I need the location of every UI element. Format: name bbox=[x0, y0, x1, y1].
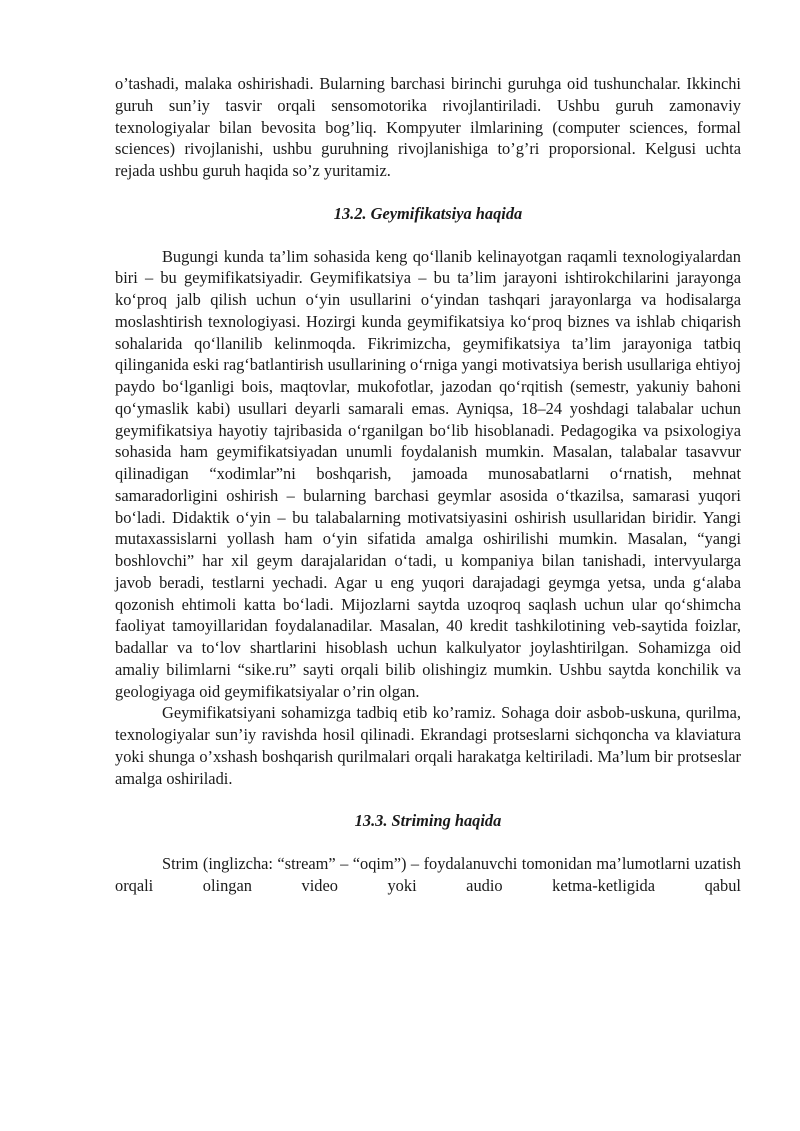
spacer bbox=[115, 182, 741, 203]
spacer bbox=[115, 225, 741, 246]
paragraph-striming: Strim (inglizcha: “stream” – “oqim”) – foydalanuvchi tomonidan ma’lumotlarni uzatish orqali olingan video yoki audio ketma-ketligida qabul bbox=[115, 854, 741, 895]
paragraph-intro: o’tashadi, malaka oshirishadi. Bularning barchasi birinchi guruhga oid tushunchalar. Ikkinchi guruh sun’iy tasvir orqali sensomotorika rivojlantiriladi. Ushbu guruh zamonaviy texnologiyalar bilan bevosita bog’liq. Kompyuter ilmlarining (computer sciences, formal sciences) rivojlanishi, ushbu guruhning rivojlanishiga to’g’ri proporsional. Kelgusi uchta rejada ushbu guruh haqida so’z yuritamiz. bbox=[115, 74, 741, 180]
spacer bbox=[115, 789, 741, 810]
paragraph-geymifikatsiya: Bugungi kunda ta’lim sohasida keng qo‘llanib kelinayotgan raqamli texnologiyalardan biri – bu geymifikatsiyadir. Geymifikatsiya – bu ta’lim jarayoni ishtirokchilarini jarayonga ko‘proq jalb qilish uchun o‘yin usullarini o‘yindan tashqari jarayonlarga va hodisalarga moslashtirish texnologiyasi. Hozirgi kunda geymifikatsiya ko‘proq biznes va ishlab chiqarish sohalarida qo‘llanilib kelinmoqda. Fikrimizcha, geymifikatsiya ta’lim jarayoniga tatbiq qilinganida eski rag‘batlantirish usullarining o‘rniga yangi motivatsiya berish usullariga ehtiyoj paydo bo‘lganligi bois, maqtovlar, mukofotlar, jazodan qo‘rqitish (semestr, yakuniy bahoni qo‘ymaslik kabi) usullari deyarli samarali emas. Ayniqsa, 18–24 yoshdagi talabalar uchun geymifikatsiya hayotiy tajribasida o‘rganilgan bo‘lib hisoblanadi. Pedagogika va psixologiya sohasida ham geymifikatsiyadan unumli foydalanish mumkin. Masalan, talabalar tasavvur qilinadigan “xodimlar”ni boshqarish, jamoada munosabatlarni o‘rnatish, mehnat samaradorligini oshirish – bularning barchasi geymlar asosida o‘tkazilsa, samarasi yuqori bo‘ladi. Didaktik o‘yin – bu talabalarning motivatsiyasini oshirish usullaridan biridir. Yangi mutaxassislarni yollash ham o‘yin sifatida amalga oshirilishi mumkin. Masalan, “yangi boshlovchi” har xil geym darajalaridan o‘tadi, u kompaniya bilan tanishadi, intervyularga javob beradi, testlarni yechadi. Agar u eng yuqori darajadagi geymga yetsa, unda g‘alaba qozonish ehtimoli katta bo‘ladi. Mijozlarni saytda uzoqroq saqlash uchun ular qo‘shimcha faoliyat tamoyillaridan foydalanadilar. Masalan, 40 kredit tashkilotining veb-saytida foizlar, badallar va to‘lov shartlarini hisoblash uchun kalkulyator joylashtirilgan. Sohamizga oid amaliy bilimlarni “sike.ru” sayti orqali bilib olishingiz mumkin. Ushbu saytda konchilik va geologiyaga oid geymifikatsiyalar o’rin olgan. bbox=[115, 246, 741, 701]
section-heading-geymifikatsiya: 13.2. Geymifikatsiya haqida bbox=[333, 203, 523, 223]
paragraph-geymifikatsiya-soha: Geymifikatsiyani sohamizga tadbiq etib ko’ramiz. Sohaga doir asbob-uskuna, qurilma, texnologiyalar sun’iy ravishda hosil qilinadi. Ekrandagi protseslarni sichqoncha va klaviatura yoki shunga o’xshash boshqarish qurilmalari orqali harakatga keltiriladi. Ma’lum bir protseslar amalga oshiriladi. bbox=[115, 703, 741, 788]
page-content bbox=[115, 73, 741, 897]
section-heading-striming: 13.3. Striming haqida bbox=[354, 811, 502, 831]
spacer bbox=[115, 832, 741, 853]
